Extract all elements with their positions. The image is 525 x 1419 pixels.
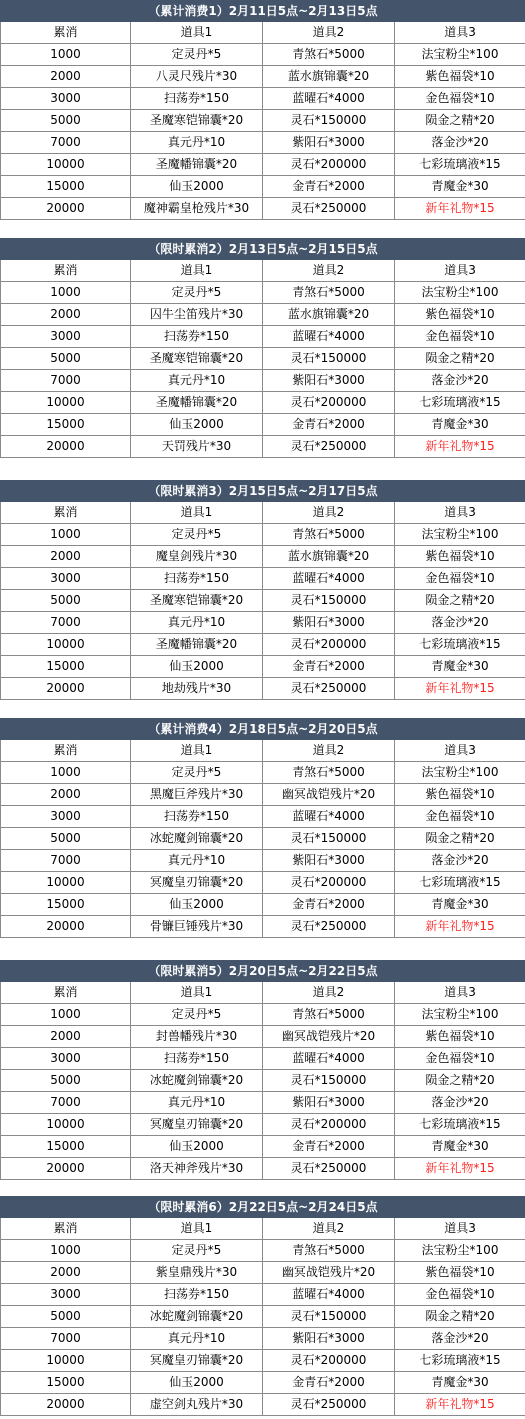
event-title-row bbox=[1, 1, 525, 22]
table-row bbox=[1, 282, 525, 304]
column-header: 道具2 bbox=[263, 740, 395, 762]
table-row bbox=[1, 326, 525, 348]
column-header: 道具2 bbox=[263, 22, 395, 44]
item1-cell: 定灵丹*5 bbox=[131, 524, 263, 546]
item3-cell: 法宝粉尘*100 bbox=[395, 1004, 525, 1026]
spend-threshold-cell: 5000 bbox=[1, 110, 131, 132]
item3-cell: 青魔金*30 bbox=[395, 176, 525, 198]
table-row bbox=[1, 1240, 525, 1262]
item1-cell: 洛天神斧残片*30 bbox=[131, 1158, 263, 1180]
item3-cell: 青魔金*30 bbox=[395, 1136, 525, 1158]
reward-table bbox=[0, 718, 525, 938]
table-row bbox=[1, 590, 525, 612]
item1-cell: 真元丹*10 bbox=[131, 1092, 263, 1114]
item2-cell: 青煞石*5000 bbox=[263, 524, 395, 546]
item2-cell: 青煞石*5000 bbox=[263, 44, 395, 66]
item1-cell: 圣魔幡锦囊*20 bbox=[131, 634, 263, 656]
item3-cell: 新年礼物*15 bbox=[395, 678, 525, 700]
event-table-4 bbox=[0, 718, 525, 938]
item2-cell: 蓝水旗锦囊*20 bbox=[263, 546, 395, 568]
spend-threshold-cell: 3000 bbox=[1, 1284, 131, 1306]
item1-cell: 仙玉2000 bbox=[131, 414, 263, 436]
item1-cell: 冰蛇魔剑锦囊*20 bbox=[131, 828, 263, 850]
item3-cell: 落金沙*20 bbox=[395, 132, 525, 154]
item2-cell: 灵石*150000 bbox=[263, 348, 395, 370]
table-row bbox=[1, 546, 525, 568]
spend-threshold-cell: 3000 bbox=[1, 568, 131, 590]
item3-cell: 七彩琉璃液*15 bbox=[395, 1114, 525, 1136]
item3-cell: 新年礼物*15 bbox=[395, 916, 525, 938]
item1-cell: 冥魔皇刃锦囊*20 bbox=[131, 872, 263, 894]
item3-cell: 陨金之精*20 bbox=[395, 110, 525, 132]
table-row bbox=[1, 348, 525, 370]
item2-cell: 金青石*2000 bbox=[263, 894, 395, 916]
table-row bbox=[1, 392, 525, 414]
column-header: 道具2 bbox=[263, 1218, 395, 1240]
table-row bbox=[1, 110, 525, 132]
item3-cell: 新年礼物*15 bbox=[395, 1158, 525, 1180]
spend-threshold-cell: 20000 bbox=[1, 436, 131, 458]
item2-cell: 灵石*200000 bbox=[263, 1350, 395, 1372]
table-row bbox=[1, 806, 525, 828]
item1-cell: 冥魔皇刃锦囊*20 bbox=[131, 1114, 263, 1136]
table-row bbox=[1, 916, 525, 938]
table-row bbox=[1, 66, 525, 88]
spend-threshold-cell: 5000 bbox=[1, 590, 131, 612]
spend-threshold-cell: 10000 bbox=[1, 634, 131, 656]
item3-cell: 新年礼物*15 bbox=[395, 198, 525, 220]
item3-cell: 青魔金*30 bbox=[395, 1372, 525, 1394]
header-row bbox=[1, 1218, 525, 1240]
item1-cell: 冰蛇魔剑锦囊*20 bbox=[131, 1306, 263, 1328]
item2-cell: 蓝水旗锦囊*20 bbox=[263, 66, 395, 88]
item1-cell: 定灵丹*5 bbox=[131, 762, 263, 784]
item3-cell: 陨金之精*20 bbox=[395, 1070, 525, 1092]
spend-threshold-cell: 20000 bbox=[1, 678, 131, 700]
item1-cell: 圣魔寒铠锦囊*20 bbox=[131, 590, 263, 612]
spend-threshold-cell: 15000 bbox=[1, 656, 131, 678]
table-row bbox=[1, 656, 525, 678]
column-header: 累消 bbox=[1, 502, 131, 524]
item2-cell: 灵石*250000 bbox=[263, 436, 395, 458]
table-row bbox=[1, 1158, 525, 1180]
column-header: 道具1 bbox=[131, 1218, 263, 1240]
spend-threshold-cell: 10000 bbox=[1, 392, 131, 414]
spend-threshold-cell: 2000 bbox=[1, 1262, 131, 1284]
event-table-1 bbox=[0, 0, 525, 220]
table-row bbox=[1, 436, 525, 458]
item2-cell: 紫阳石*3000 bbox=[263, 850, 395, 872]
column-header: 道具3 bbox=[395, 1218, 525, 1240]
table-row bbox=[1, 88, 525, 110]
item2-cell: 灵石*200000 bbox=[263, 872, 395, 894]
spend-threshold-cell: 7000 bbox=[1, 850, 131, 872]
column-header: 道具1 bbox=[131, 740, 263, 762]
spend-threshold-cell: 20000 bbox=[1, 916, 131, 938]
item2-cell: 青煞石*5000 bbox=[263, 1004, 395, 1026]
item1-cell: 八灵尺残片*30 bbox=[131, 66, 263, 88]
table-row bbox=[1, 414, 525, 436]
item1-cell: 冥魔皇刃锦囊*20 bbox=[131, 1350, 263, 1372]
spend-threshold-cell: 2000 bbox=[1, 1026, 131, 1048]
item2-cell: 紫阳石*3000 bbox=[263, 1328, 395, 1350]
spend-threshold-cell: 1000 bbox=[1, 282, 131, 304]
column-header: 道具3 bbox=[395, 740, 525, 762]
header-row bbox=[1, 982, 525, 1004]
table-row bbox=[1, 1328, 525, 1350]
item3-cell: 落金沙*20 bbox=[395, 1092, 525, 1114]
item3-cell: 法宝粉尘*100 bbox=[395, 524, 525, 546]
spend-threshold-cell: 2000 bbox=[1, 546, 131, 568]
item1-cell: 魔皇剑残片*30 bbox=[131, 546, 263, 568]
header-row bbox=[1, 740, 525, 762]
item2-cell: 金青石*2000 bbox=[263, 414, 395, 436]
item3-cell: 紫色福袋*10 bbox=[395, 546, 525, 568]
item1-cell: 囚牛尘笛残片*30 bbox=[131, 304, 263, 326]
event-title: （限时累消5）2月20日5点~2月22日5点 bbox=[1, 961, 525, 982]
spend-threshold-cell: 10000 bbox=[1, 1114, 131, 1136]
column-header: 道具3 bbox=[395, 260, 525, 282]
item2-cell: 蓝曜石*4000 bbox=[263, 326, 395, 348]
item1-cell: 扫荡券*150 bbox=[131, 1284, 263, 1306]
event-title-row bbox=[1, 961, 525, 982]
item1-cell: 虚空剑丸残片*30 bbox=[131, 1394, 263, 1416]
spend-threshold-cell: 15000 bbox=[1, 176, 131, 198]
item3-cell: 法宝粉尘*100 bbox=[395, 762, 525, 784]
item2-cell: 灵石*250000 bbox=[263, 678, 395, 700]
item1-cell: 骨镰巨锤残片*30 bbox=[131, 916, 263, 938]
table-row bbox=[1, 132, 525, 154]
column-header: 道具2 bbox=[263, 260, 395, 282]
reward-table bbox=[0, 238, 525, 458]
column-header: 道具1 bbox=[131, 260, 263, 282]
item1-cell: 封兽幡残片*30 bbox=[131, 1026, 263, 1048]
reward-table bbox=[0, 0, 525, 220]
spend-threshold-cell: 2000 bbox=[1, 66, 131, 88]
item2-cell: 灵石*200000 bbox=[263, 634, 395, 656]
item3-cell: 金色福袋*10 bbox=[395, 568, 525, 590]
item1-cell: 仙玉2000 bbox=[131, 1372, 263, 1394]
item3-cell: 七彩琉璃液*15 bbox=[395, 392, 525, 414]
event-title-row bbox=[1, 1197, 525, 1218]
header-row bbox=[1, 260, 525, 282]
item3-cell: 新年礼物*15 bbox=[395, 436, 525, 458]
column-header: 累消 bbox=[1, 982, 131, 1004]
table-row bbox=[1, 1262, 525, 1284]
header-row bbox=[1, 502, 525, 524]
item1-cell: 冰蛇魔剑锦囊*20 bbox=[131, 1070, 263, 1092]
item3-cell: 落金沙*20 bbox=[395, 850, 525, 872]
item3-cell: 紫色福袋*10 bbox=[395, 304, 525, 326]
table-row bbox=[1, 678, 525, 700]
column-header: 道具1 bbox=[131, 502, 263, 524]
item2-cell: 蓝水旗锦囊*20 bbox=[263, 304, 395, 326]
table-row bbox=[1, 762, 525, 784]
table-row bbox=[1, 784, 525, 806]
table-row bbox=[1, 1092, 525, 1114]
item3-cell: 金色福袋*10 bbox=[395, 1048, 525, 1070]
table-row bbox=[1, 370, 525, 392]
item1-cell: 圣魔幡锦囊*20 bbox=[131, 154, 263, 176]
item1-cell: 真元丹*10 bbox=[131, 132, 263, 154]
table-row bbox=[1, 1284, 525, 1306]
item2-cell: 蓝曜石*4000 bbox=[263, 568, 395, 590]
spend-threshold-cell: 5000 bbox=[1, 348, 131, 370]
item3-cell: 七彩琉璃液*15 bbox=[395, 1350, 525, 1372]
table-row bbox=[1, 828, 525, 850]
item3-cell: 青魔金*30 bbox=[395, 656, 525, 678]
spend-threshold-cell: 10000 bbox=[1, 1350, 131, 1372]
item1-cell: 地劫残片*30 bbox=[131, 678, 263, 700]
item3-cell: 金色福袋*10 bbox=[395, 806, 525, 828]
item1-cell: 圣魔幡锦囊*20 bbox=[131, 392, 263, 414]
spend-threshold-cell: 10000 bbox=[1, 154, 131, 176]
column-header: 道具3 bbox=[395, 502, 525, 524]
item1-cell: 定灵丹*5 bbox=[131, 44, 263, 66]
column-header: 累消 bbox=[1, 22, 131, 44]
item1-cell: 扫荡券*150 bbox=[131, 1048, 263, 1070]
spend-threshold-cell: 3000 bbox=[1, 88, 131, 110]
item2-cell: 灵石*150000 bbox=[263, 590, 395, 612]
item2-cell: 灵石*250000 bbox=[263, 916, 395, 938]
header-row bbox=[1, 22, 525, 44]
table-row bbox=[1, 1114, 525, 1136]
column-header: 道具3 bbox=[395, 982, 525, 1004]
spend-threshold-cell: 1000 bbox=[1, 1240, 131, 1262]
item1-cell: 扫荡券*150 bbox=[131, 568, 263, 590]
table-row bbox=[1, 304, 525, 326]
spend-threshold-cell: 15000 bbox=[1, 894, 131, 916]
column-header: 累消 bbox=[1, 1218, 131, 1240]
item2-cell: 蓝曜石*4000 bbox=[263, 806, 395, 828]
item3-cell: 法宝粉尘*100 bbox=[395, 44, 525, 66]
item2-cell: 幽冥战铠残片*20 bbox=[263, 784, 395, 806]
item2-cell: 灵石*250000 bbox=[263, 198, 395, 220]
item1-cell: 仙玉2000 bbox=[131, 1136, 263, 1158]
item1-cell: 扫荡券*150 bbox=[131, 88, 263, 110]
item1-cell: 圣魔寒铠锦囊*20 bbox=[131, 110, 263, 132]
item2-cell: 青煞石*5000 bbox=[263, 762, 395, 784]
table-row bbox=[1, 154, 525, 176]
spend-threshold-cell: 15000 bbox=[1, 1372, 131, 1394]
reward-table bbox=[0, 1196, 525, 1416]
column-header: 道具2 bbox=[263, 502, 395, 524]
spend-threshold-cell: 3000 bbox=[1, 1048, 131, 1070]
column-header: 累消 bbox=[1, 260, 131, 282]
item1-cell: 仙玉2000 bbox=[131, 176, 263, 198]
table-row bbox=[1, 1048, 525, 1070]
item1-cell: 天罚残片*30 bbox=[131, 436, 263, 458]
item1-cell: 仙玉2000 bbox=[131, 894, 263, 916]
item3-cell: 法宝粉尘*100 bbox=[395, 1240, 525, 1262]
item2-cell: 灵石*200000 bbox=[263, 392, 395, 414]
item1-cell: 真元丹*10 bbox=[131, 1328, 263, 1350]
spend-threshold-cell: 10000 bbox=[1, 872, 131, 894]
item1-cell: 圣魔寒铠锦囊*20 bbox=[131, 348, 263, 370]
item3-cell: 青魔金*30 bbox=[395, 414, 525, 436]
table-row bbox=[1, 894, 525, 916]
event-table-2 bbox=[0, 238, 525, 458]
spend-threshold-cell: 20000 bbox=[1, 1158, 131, 1180]
spend-threshold-cell: 7000 bbox=[1, 1092, 131, 1114]
event-title: （限时累消6）2月22日5点~2月24日5点 bbox=[1, 1197, 525, 1218]
item3-cell: 落金沙*20 bbox=[395, 1328, 525, 1350]
item2-cell: 幽冥战铠残片*20 bbox=[263, 1026, 395, 1048]
item1-cell: 紫皇鼎残片*30 bbox=[131, 1262, 263, 1284]
event-table-6 bbox=[0, 1196, 525, 1416]
item3-cell: 金色福袋*10 bbox=[395, 326, 525, 348]
item1-cell: 真元丹*10 bbox=[131, 850, 263, 872]
item3-cell: 紫色福袋*10 bbox=[395, 66, 525, 88]
event-title: （限时累消3）2月15日5点~2月17日5点 bbox=[1, 481, 525, 502]
column-header: 道具3 bbox=[395, 22, 525, 44]
item3-cell: 金色福袋*10 bbox=[395, 1284, 525, 1306]
item2-cell: 金青石*2000 bbox=[263, 176, 395, 198]
item1-cell: 定灵丹*5 bbox=[131, 282, 263, 304]
spend-threshold-cell: 5000 bbox=[1, 1070, 131, 1092]
table-row bbox=[1, 568, 525, 590]
event-title: （累计消费4）2月18日5点~2月20日5点 bbox=[1, 719, 525, 740]
spend-threshold-cell: 15000 bbox=[1, 1136, 131, 1158]
item2-cell: 紫阳石*3000 bbox=[263, 370, 395, 392]
reward-table bbox=[0, 480, 525, 700]
item1-cell: 真元丹*10 bbox=[131, 370, 263, 392]
spend-threshold-cell: 15000 bbox=[1, 414, 131, 436]
item1-cell: 真元丹*10 bbox=[131, 612, 263, 634]
event-title-row bbox=[1, 481, 525, 502]
column-header: 道具1 bbox=[131, 982, 263, 1004]
item3-cell: 陨金之精*20 bbox=[395, 1306, 525, 1328]
reward-table bbox=[0, 960, 525, 1180]
table-row bbox=[1, 198, 525, 220]
spend-threshold-cell: 3000 bbox=[1, 326, 131, 348]
item3-cell: 七彩琉璃液*15 bbox=[395, 872, 525, 894]
spend-threshold-cell: 7000 bbox=[1, 612, 131, 634]
table-row bbox=[1, 1136, 525, 1158]
table-row bbox=[1, 612, 525, 634]
item2-cell: 灵石*200000 bbox=[263, 154, 395, 176]
table-row bbox=[1, 44, 525, 66]
item1-cell: 黑魔巨斧残片*30 bbox=[131, 784, 263, 806]
item2-cell: 灵石*150000 bbox=[263, 110, 395, 132]
item2-cell: 灵石*250000 bbox=[263, 1394, 395, 1416]
item3-cell: 七彩琉璃液*15 bbox=[395, 634, 525, 656]
table-row bbox=[1, 176, 525, 198]
spend-threshold-cell: 3000 bbox=[1, 806, 131, 828]
spend-threshold-cell: 5000 bbox=[1, 1306, 131, 1328]
item3-cell: 青魔金*30 bbox=[395, 894, 525, 916]
spend-threshold-cell: 7000 bbox=[1, 132, 131, 154]
item2-cell: 金青石*2000 bbox=[263, 1372, 395, 1394]
spend-threshold-cell: 20000 bbox=[1, 198, 131, 220]
column-header: 道具1 bbox=[131, 22, 263, 44]
item1-cell: 魔神霸皇枪残片*30 bbox=[131, 198, 263, 220]
item3-cell: 金色福袋*10 bbox=[395, 88, 525, 110]
item3-cell: 新年礼物*15 bbox=[395, 1394, 525, 1416]
item2-cell: 灵石*250000 bbox=[263, 1158, 395, 1180]
item2-cell: 金青石*2000 bbox=[263, 1136, 395, 1158]
table-row bbox=[1, 1004, 525, 1026]
item1-cell: 扫荡券*150 bbox=[131, 806, 263, 828]
item2-cell: 青煞石*5000 bbox=[263, 282, 395, 304]
item3-cell: 陨金之精*20 bbox=[395, 590, 525, 612]
item2-cell: 紫阳石*3000 bbox=[263, 612, 395, 634]
spend-threshold-cell: 7000 bbox=[1, 370, 131, 392]
item3-cell: 紫色福袋*10 bbox=[395, 1026, 525, 1048]
item2-cell: 灵石*150000 bbox=[263, 828, 395, 850]
item2-cell: 灵石*200000 bbox=[263, 1114, 395, 1136]
item2-cell: 幽冥战铠残片*20 bbox=[263, 1262, 395, 1284]
event-table-5 bbox=[0, 960, 525, 1180]
column-header: 累消 bbox=[1, 740, 131, 762]
item2-cell: 蓝曜石*4000 bbox=[263, 88, 395, 110]
table-row bbox=[1, 1306, 525, 1328]
spend-threshold-cell: 20000 bbox=[1, 1394, 131, 1416]
table-row bbox=[1, 1394, 525, 1416]
item2-cell: 紫阳石*3000 bbox=[263, 1092, 395, 1114]
table-row bbox=[1, 1026, 525, 1048]
spend-threshold-cell: 7000 bbox=[1, 1328, 131, 1350]
item3-cell: 法宝粉尘*100 bbox=[395, 282, 525, 304]
item3-cell: 紫色福袋*10 bbox=[395, 784, 525, 806]
item1-cell: 定灵丹*5 bbox=[131, 1240, 263, 1262]
spend-threshold-cell: 5000 bbox=[1, 828, 131, 850]
item2-cell: 灵石*150000 bbox=[263, 1070, 395, 1092]
item3-cell: 七彩琉璃液*15 bbox=[395, 154, 525, 176]
table-row bbox=[1, 634, 525, 656]
item2-cell: 青煞石*5000 bbox=[263, 1240, 395, 1262]
item3-cell: 陨金之精*20 bbox=[395, 828, 525, 850]
event-title-row bbox=[1, 719, 525, 740]
item2-cell: 灵石*150000 bbox=[263, 1306, 395, 1328]
item3-cell: 陨金之精*20 bbox=[395, 348, 525, 370]
table-row bbox=[1, 872, 525, 894]
table-row bbox=[1, 1350, 525, 1372]
item1-cell: 扫荡券*150 bbox=[131, 326, 263, 348]
spend-threshold-cell: 1000 bbox=[1, 524, 131, 546]
item2-cell: 蓝曜石*4000 bbox=[263, 1284, 395, 1306]
spend-threshold-cell: 1000 bbox=[1, 44, 131, 66]
item2-cell: 紫阳石*3000 bbox=[263, 132, 395, 154]
spend-threshold-cell: 1000 bbox=[1, 1004, 131, 1026]
event-table-3 bbox=[0, 480, 525, 700]
item2-cell: 蓝曜石*4000 bbox=[263, 1048, 395, 1070]
item3-cell: 落金沙*20 bbox=[395, 370, 525, 392]
table-row bbox=[1, 1372, 525, 1394]
table-row bbox=[1, 524, 525, 546]
column-header: 道具2 bbox=[263, 982, 395, 1004]
item3-cell: 落金沙*20 bbox=[395, 612, 525, 634]
spend-threshold-cell: 1000 bbox=[1, 762, 131, 784]
spend-threshold-cell: 2000 bbox=[1, 304, 131, 326]
event-title: （累计消费1）2月11日5点~2月13日5点 bbox=[1, 1, 525, 22]
spend-threshold-cell: 2000 bbox=[1, 784, 131, 806]
item1-cell: 仙玉2000 bbox=[131, 656, 263, 678]
item3-cell: 紫色福袋*10 bbox=[395, 1262, 525, 1284]
table-row bbox=[1, 1070, 525, 1092]
item2-cell: 金青石*2000 bbox=[263, 656, 395, 678]
event-title: （限时累消2）2月13日5点~2月15日5点 bbox=[1, 239, 525, 260]
item1-cell: 定灵丹*5 bbox=[131, 1004, 263, 1026]
table-row bbox=[1, 850, 525, 872]
event-title-row bbox=[1, 239, 525, 260]
